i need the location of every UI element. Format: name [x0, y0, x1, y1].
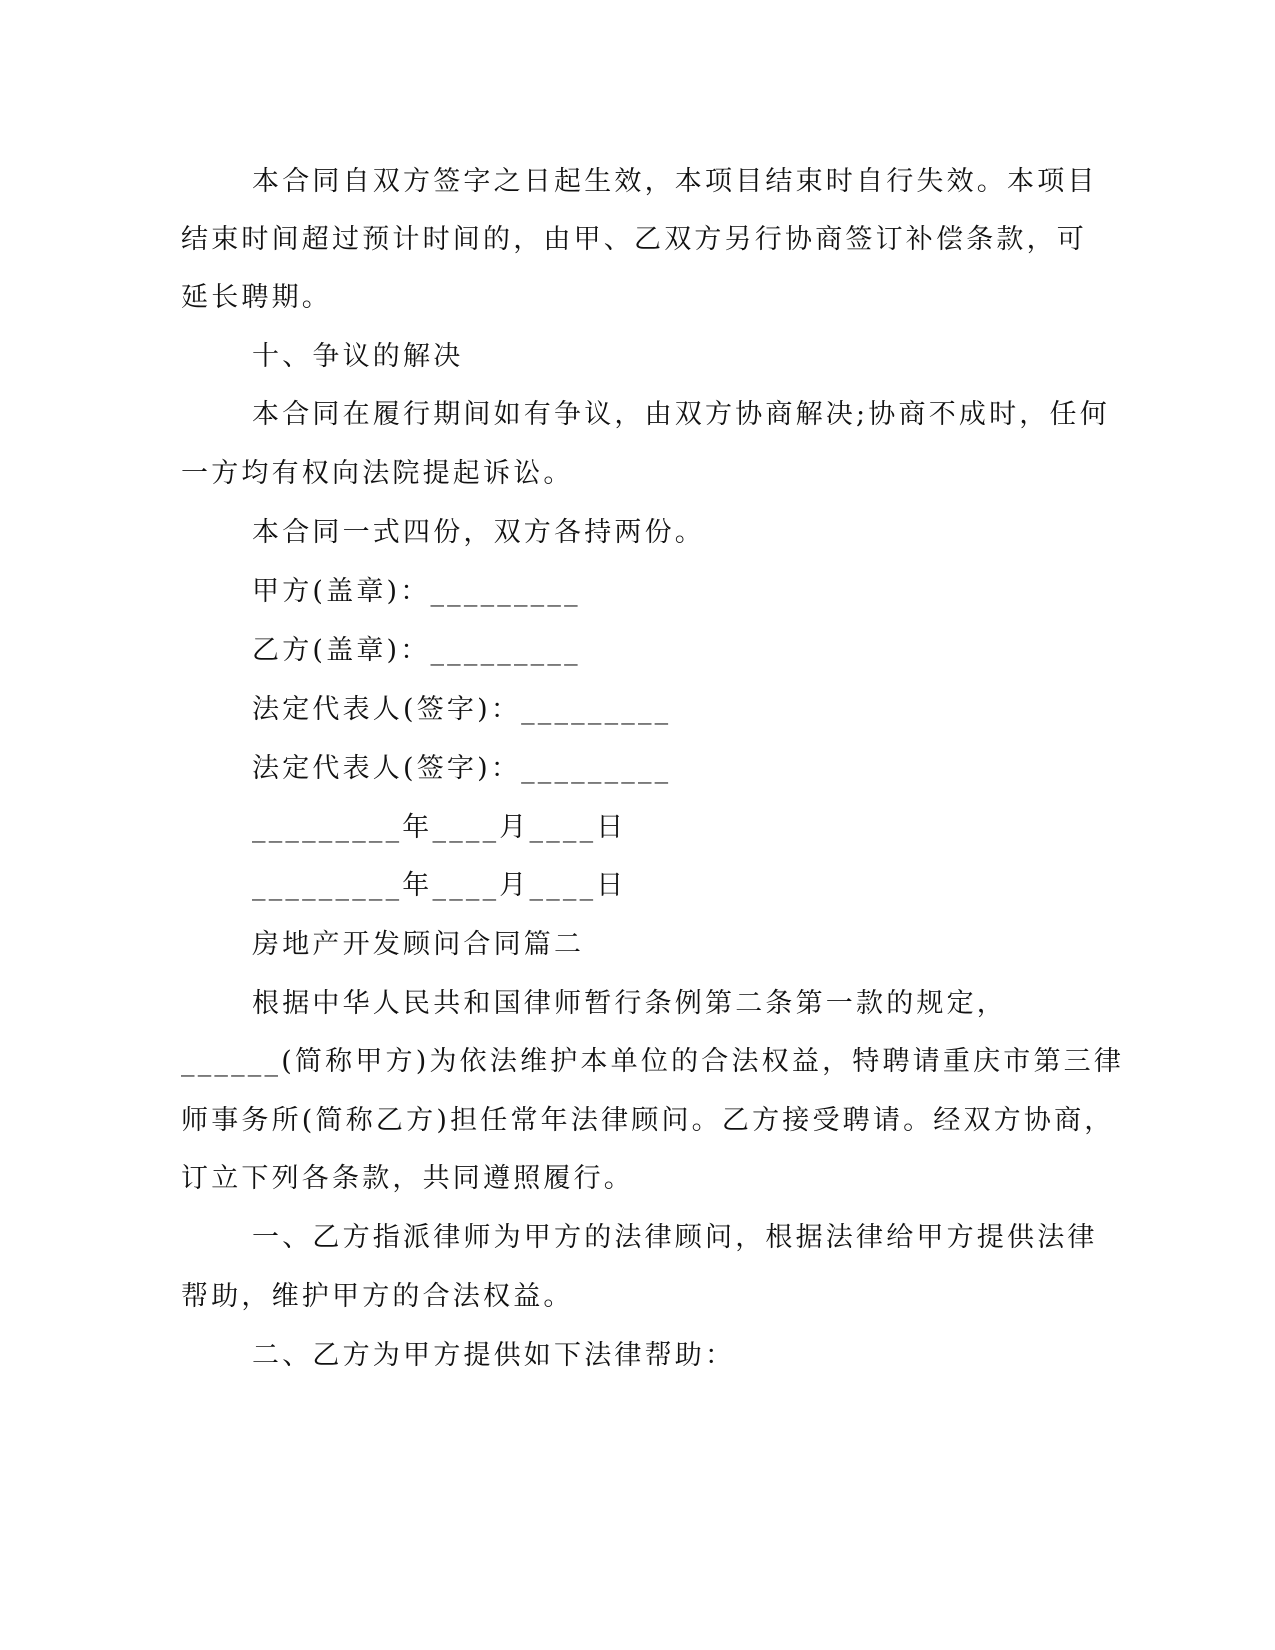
paragraph-line: 一、乙方指派律师为甲方的法律顾问，根据法律给甲方提供法律 [252, 1222, 1098, 1253]
date-line-2: _________年____月____日 [252, 870, 627, 901]
paragraph-line: 根据中华人民共和国律师暂行条例第二条第一款的规定， [252, 988, 1007, 1019]
paragraph-line: 延长聘期。 [181, 282, 332, 313]
paragraph-line: 本合同一式四份，双方各持两份。 [252, 517, 705, 548]
paragraph-line: 帮助，维护甲方的合法权益。 [181, 1281, 574, 1312]
paragraph-line: 师事务所(简称乙方)担任常年法律顾问。乙方接受聘请。经双方协商， [181, 1105, 1115, 1136]
signature-line-rep-1: 法定代表人(签字)：_________ [252, 694, 672, 725]
paragraph-line: 结束时间超过预计时间的，由甲、乙双方另行协商签订补偿条款，可 [181, 224, 1087, 255]
section-heading: 十、争议的解决 [252, 341, 464, 372]
paragraph-line: 本合同自双方签字之日起生效，本项目结束时自行失效。本项目 [252, 166, 1098, 197]
signature-line-rep-2: 法定代表人(签字)：_________ [252, 753, 672, 784]
paragraph-line: 订立下列各条款，共同遵照履行。 [181, 1163, 634, 1194]
paragraph-line: 二、乙方为甲方提供如下法律帮助： [252, 1340, 736, 1371]
document-heading: 房地产开发顾问合同篇二 [252, 929, 585, 960]
paragraph-line: 一方均有权向法院提起诉讼。 [181, 458, 574, 489]
date-line-1: _________年____月____日 [252, 812, 627, 843]
signature-line-party-a: 甲方(盖章)：_________ [252, 576, 581, 607]
signature-line-party-b: 乙方(盖章)：_________ [252, 635, 581, 666]
paragraph-line: 本合同在履行期间如有争议，由双方协商解决;协商不成时，任何 [252, 399, 1110, 430]
paragraph-line: ______(简称甲方)为依法维护本单位的合法权益，特聘请重庆市第三律 [181, 1046, 1125, 1077]
